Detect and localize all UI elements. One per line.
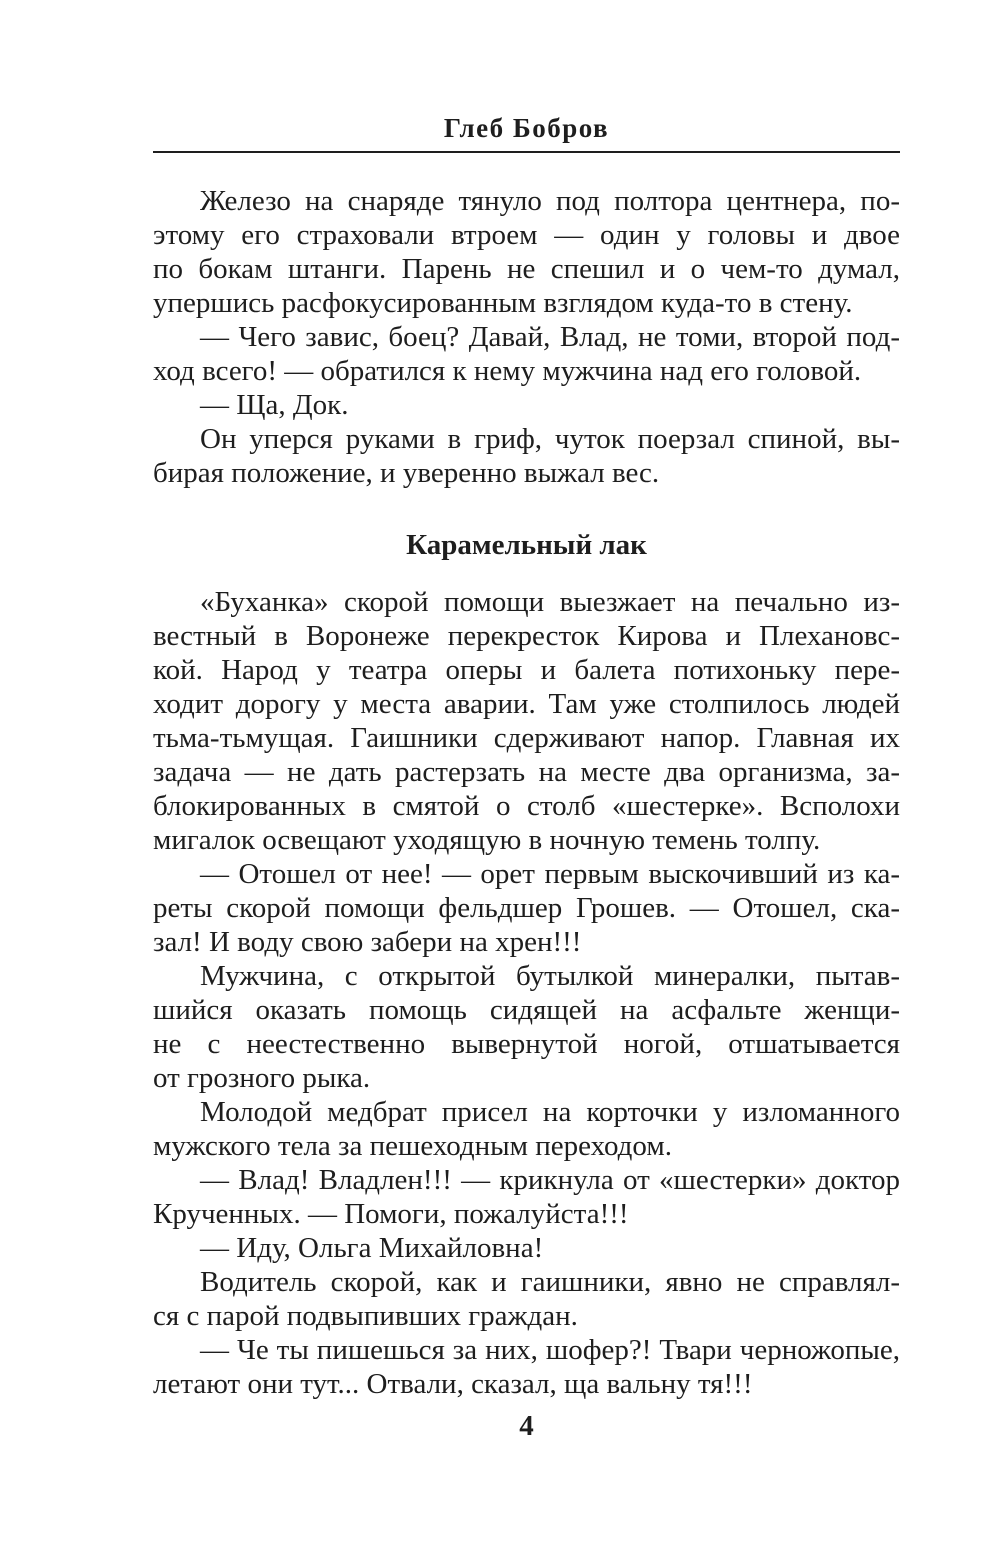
text-block-chapter — [153, 585, 900, 1401]
text-line: шийся оказать помощь сидящей на асфальте женщи- — [153, 994, 900, 1026]
text-line: бирая положение, и уверенно выжал вес. — [153, 457, 660, 489]
text-line: «Буханка» скорой помощи выезжает на печально из- — [200, 586, 900, 618]
chapter-title: Карамельный лак — [406, 529, 647, 561]
text-line: ся с парой подвыпивших граждан. — [153, 1300, 578, 1332]
text-line: Железо на снаряде тянуло под полтора центнера, по- — [200, 185, 900, 217]
text-line: тьма-тьмущая. Гаишники сдерживают напор. Главная их — [153, 722, 900, 754]
text-line: этому его страховали втроем — один у головы и двое — [153, 219, 900, 251]
text-line: ход всего! — обратился к нему мужчина над его головой. — [153, 355, 862, 387]
book-page — [153, 0, 900, 1555]
text-line: вестный в Воронеже перекресток Кирова и Плехановс- — [153, 620, 900, 652]
page-number: 4 — [519, 1410, 534, 1442]
text-line: Водитель скорой, как и гаишники, явно не справлял- — [200, 1266, 900, 1298]
text-line: — Ща, Док. — [200, 389, 349, 421]
text-line: мигалок освещают уходящую в ночную темень толпу. — [153, 824, 821, 856]
text-line: реты скорой помощи фельдшер Грошев. — Отошел, ска- — [153, 892, 900, 924]
text-line: зал! И воду свою забери на хрен!!! — [153, 926, 582, 958]
text-line: Мужчина, с открытой бутылкой минералки, пытав- — [200, 960, 900, 992]
text-block-intro — [153, 184, 900, 490]
text-line: — Иду, Ольга Михайловна! — [200, 1232, 544, 1264]
text-line: задача — не дать растерзать на месте два организма, за- — [153, 756, 900, 788]
text-line: — Влад! Владлен!!! — крикнула от «шестерки» доктор — [200, 1164, 900, 1196]
text-line: кой. Народ у театра оперы и балета потихоньку пере- — [153, 654, 900, 686]
text-line: Молодой медбрат присел на корточки у изломанного — [200, 1096, 900, 1128]
text-line: упершись расфокусированным взглядом куда-то в стену. — [153, 287, 853, 319]
text-line: летают они тут... Отвали, сказал, ща вальну тя!!! — [153, 1368, 753, 1400]
text-line: по бокам штанги. Парень не спешил и о чем-то думал, — [153, 253, 900, 285]
text-line: ходит дорогу у места аварии. Там уже столпилось людей — [153, 688, 900, 720]
text-line: блокированных в смятой о столб «шестерке». Всполохи — [153, 790, 900, 822]
text-line: Он уперся руками в гриф, чуток поерзал спиной, вы- — [200, 423, 900, 455]
text-line: от грозного рыка. — [153, 1062, 371, 1094]
text-line: — Чего завис, боец? Давай, Влад, не томи, второй под- — [200, 321, 900, 353]
running-header-author: Глеб Бобров — [443, 113, 610, 143]
text-line: Крученных. — Помоги, пожалуйста!!! — [153, 1198, 629, 1230]
text-line: — Отошел от нее! — орет первым выскочивший из ка- — [200, 858, 900, 890]
text-line: — Че ты пишешься за них, шофер?! Твари черножопые, — [200, 1334, 900, 1366]
text-line: мужского тела за пешеходным переходом. — [153, 1130, 672, 1162]
header-rule — [153, 151, 900, 153]
text-line: не с неестественно вывернутой ногой, отшатывается — [153, 1028, 900, 1060]
